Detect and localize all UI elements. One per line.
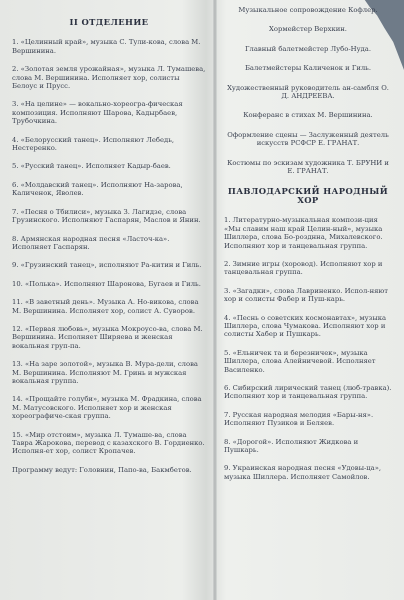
program-item bbox=[224, 287, 392, 304]
item-text: «Целинный край», музыка С. Тули-кова, слова М. Вершинина. bbox=[12, 38, 201, 55]
item-text: «На целине» — вокально-хореогра-фическая композиция. Исполняют Шарова, Кадырбаев, Трубочкина. bbox=[12, 100, 183, 126]
item-number: 11. bbox=[12, 298, 23, 307]
item-text: «Первая любовь», музыка Мокроусо-ва, слова М. Вершинина. Исполняет Ширяева и женская вокальная груп-па. bbox=[12, 324, 203, 350]
item-text: «Золотая земля урожайная», музыка Л. Тумашева, слова М. Вершинина. Исполняет хор, солисты Белоус и Прусс. bbox=[12, 65, 206, 91]
item-text: «Прощайте голуби», музыка М. Фрадкина, слова М. Матусовского. Исполняет хор и женская хореографиче-ская группа. bbox=[12, 395, 202, 421]
program-item bbox=[12, 395, 206, 420]
item-number: 4. bbox=[12, 135, 19, 144]
program-item bbox=[12, 38, 206, 55]
item-number: 5. bbox=[224, 348, 231, 357]
program-item bbox=[12, 65, 206, 90]
item-text: «Загадки», слова Лавриненко. Испол-няют хор и солисты Фабер и Пуш-карь. bbox=[224, 286, 389, 304]
credit-line: Главный балетмейстер Лубо-Нуда. bbox=[245, 44, 371, 53]
item-number: 15. bbox=[12, 430, 23, 439]
program-item bbox=[224, 438, 392, 455]
program-item bbox=[12, 261, 206, 269]
item-text: Сибирский лирический танец (люб-травка). Исполняют хор и танцевальная группа. bbox=[224, 383, 392, 401]
right-column bbox=[224, 6, 392, 491]
item-text: «Мир отстоим», музыка Л. Тумаше-ва, слова Тавра Жарокова, перевод с казахского В. Гордиенко. Исполня-ет хор, солист Кропачев. bbox=[12, 430, 205, 456]
item-number: 14. bbox=[12, 395, 23, 404]
item-number: 3. bbox=[12, 100, 19, 109]
program-item bbox=[224, 260, 392, 277]
item-text: Литературно-музыкальная компози-ция «Мы славим наш край Целин-ный», музыка Шиллера, слова Бо-розднна, Михалевского. Исполняют хор и танцевальная группа. bbox=[224, 216, 383, 250]
credit-line: Конферанс в стихах М. Вершинина. bbox=[243, 111, 373, 120]
item-text: Русская народная мелодия «Бары-ня». Исполняют Пузиков и Беляев. bbox=[224, 410, 374, 428]
credit-line: Хормейстер Верхкин. bbox=[269, 25, 347, 34]
item-number: 13. bbox=[12, 360, 23, 369]
item-text: «Песня о Тбилиси», музыка З. Лагидзе, слова Грузинского. Исполняют Гаспарян, Маслов и Янин. bbox=[12, 207, 201, 225]
right-program-list bbox=[224, 216, 392, 481]
program-item bbox=[12, 298, 206, 315]
credit-line: Художественный руководитель ан-самбля О. Д. АНДРЕЕВА. bbox=[227, 83, 389, 101]
program-hosts: Программу ведут: Головнин, Папо-ва, Бакмбетов. bbox=[12, 465, 192, 474]
item-text: Армянская народная песня «Ласточ-ка». Исполняет Гаспарян. bbox=[12, 234, 170, 251]
item-number: 6. bbox=[224, 383, 231, 392]
credit-line: Оформление сцены — Заслуженный деятель искусств РСФСР Е. ГРАНАТ. bbox=[227, 130, 389, 148]
item-number: 6. bbox=[12, 180, 19, 189]
item-number: 2. bbox=[224, 259, 231, 268]
item-number: 1. bbox=[224, 216, 231, 225]
program-item bbox=[224, 384, 392, 401]
program-item bbox=[12, 325, 206, 350]
item-number: 12. bbox=[12, 324, 23, 333]
item-number: 8. bbox=[12, 234, 19, 243]
item-text: «Белорусский танец». Исполняют Лебедь, Нестеренко. bbox=[12, 135, 175, 153]
item-number: 7. bbox=[224, 410, 231, 419]
program-item bbox=[224, 411, 392, 428]
program-item bbox=[12, 162, 206, 170]
credit-line: Костюмы по эскизам художника Т. БРУНИ и Е. ГРАНАТ. bbox=[227, 158, 389, 176]
item-text: «Полька». Исполняют Шаронова, Бугаев и Гиль. bbox=[24, 279, 201, 288]
program-item bbox=[224, 349, 392, 374]
item-number: 1. bbox=[12, 38, 19, 47]
program-item bbox=[12, 360, 206, 385]
item-text: «Грузинский танец», исполняют Ра-китин и Гиль. bbox=[20, 261, 202, 270]
item-text: «Дорогой». Исполняют Жидкова и Пушкарь. bbox=[224, 437, 359, 454]
program-item bbox=[12, 208, 206, 225]
item-number: 5. bbox=[12, 162, 19, 171]
credit-line: Балетмейстеры Каличенок и Гиль. bbox=[244, 64, 372, 73]
item-text: «На заре золотой», музыка В. Мура-дели, слова М. Вершинина. Исполняют М. Гринь и мужская вокальная группа. bbox=[12, 360, 198, 385]
item-number: 10. bbox=[12, 279, 23, 288]
program-item bbox=[224, 464, 392, 481]
left-program-list bbox=[12, 38, 206, 455]
item-number: 4. bbox=[224, 313, 231, 322]
credits-list bbox=[224, 6, 392, 175]
item-number: 2. bbox=[12, 65, 19, 74]
program-item bbox=[12, 280, 206, 288]
page-fold bbox=[213, 0, 217, 600]
program-item bbox=[12, 235, 206, 252]
item-text: «В заветный день». Музыка А. Но-викова, слова М. Вершинина. Исполняет хор, солист А. Суворов. bbox=[12, 298, 199, 315]
item-text: «Ельничек та и березничек», музыка Шиллера, слова Алейничевой. Исполняет Василенко. bbox=[224, 348, 376, 374]
program-item bbox=[224, 216, 392, 250]
item-number: 8. bbox=[224, 437, 231, 446]
program-item bbox=[12, 136, 206, 153]
program-item bbox=[12, 431, 206, 456]
section-heading-right: ПАВЛОДАРСКИЙ НАРОДНЫЙ ХОР bbox=[227, 186, 389, 205]
item-text: «Песнь о советских космонавтах», музыка Шиллера, слова Чумакова. Исполняют хор и солисты Хабер и Пушкарь. bbox=[224, 313, 387, 339]
item-number: 9. bbox=[224, 464, 231, 473]
item-text: «Русский танец». Исполняет Кадыр-баев. bbox=[20, 162, 171, 171]
program-item bbox=[224, 314, 392, 339]
item-number: 7. bbox=[12, 207, 19, 216]
item-number: 3. bbox=[224, 286, 231, 295]
item-number: 9. bbox=[12, 261, 19, 270]
credit-line: Музыкальное сопровождение Кофлер. bbox=[238, 6, 378, 14]
left-column bbox=[12, 6, 206, 484]
item-text: Зимние игры (хоровод). Исполняют хор и танцевальная группа. bbox=[224, 259, 383, 277]
program-item bbox=[12, 181, 206, 198]
section-heading-left: II ОТДЕЛЕНИЕ bbox=[69, 17, 149, 27]
program-item bbox=[12, 100, 206, 125]
item-text: «Молдавский танец». Исполняют На-зарова, Каличенок, Яволев. bbox=[12, 180, 183, 198]
item-text: Украинская народная песня «Удовы-ца», музыка Шиллера. Исполняет Самойлов. bbox=[224, 464, 382, 481]
